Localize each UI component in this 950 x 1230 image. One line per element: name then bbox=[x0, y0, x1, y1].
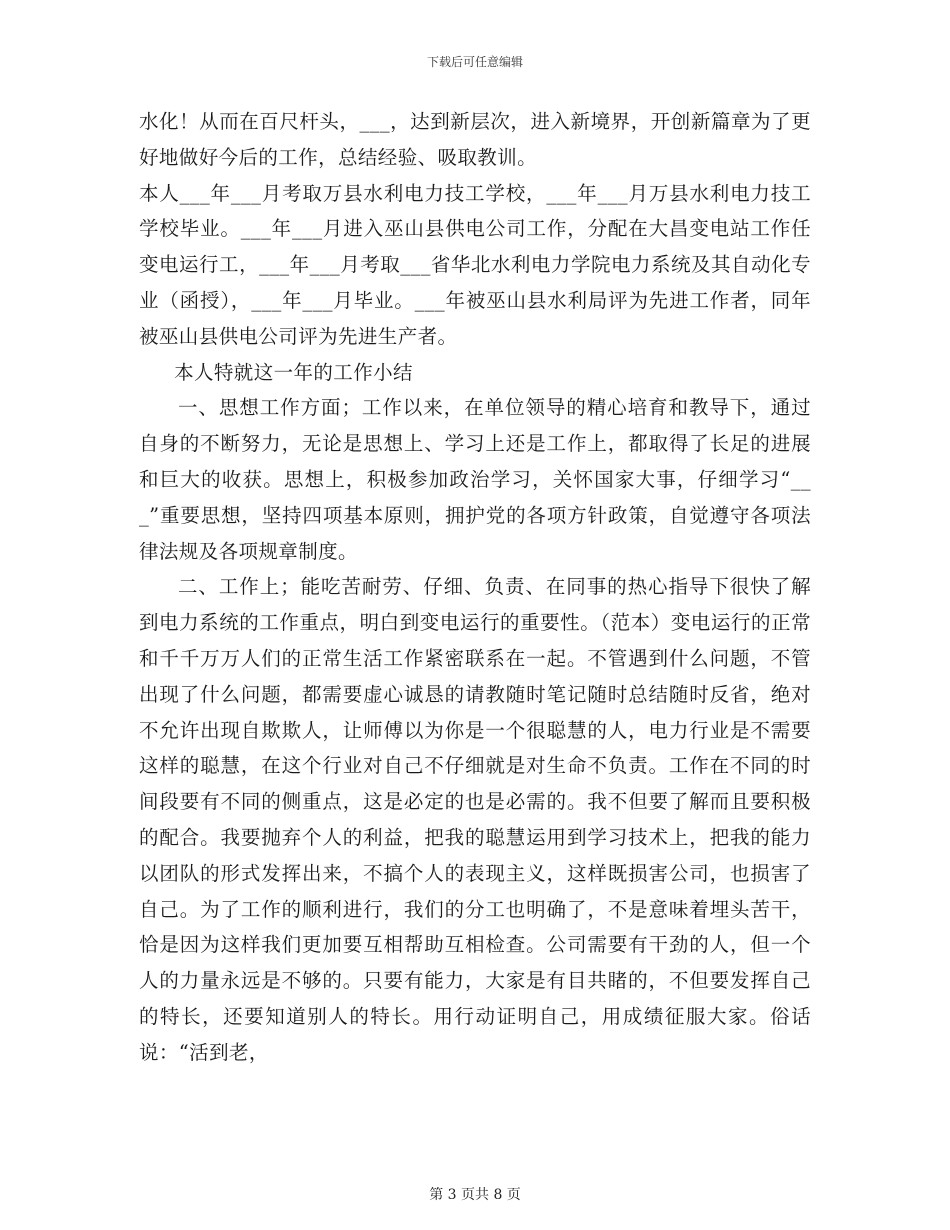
paragraph-1: 水化！从而在百尺杆头，___，达到新层次，进入新境界，开创新篇章为了更好地做好今后的工作，总结经验、吸取教训。 bbox=[139, 110, 811, 169]
section-title: 本人特就这一年的工作小结 bbox=[174, 360, 413, 384]
document-body bbox=[139, 104, 811, 1071]
page-footer: 第 3 页共 8 页 bbox=[429, 1187, 521, 1203]
paragraph-2: 本人___年___月考取万县水利电力技工学校，___年___月万县水利电力技工学校毕业。___年___月进入巫山县供电公司工作，分配在大昌变电站工作任变电运行工，___年___月考取___省华北水利电力学院电力系统及其自动化专业（函授），___年___月毕业。___年被巫山县水利局评为先进工作者，同年被巫山县供电公司评为先进生产者。 bbox=[139, 181, 811, 348]
paragraph-4: 二、工作上；能吃苦耐劳、仔细、负责、在同事的热心指导下很快了解到电力系统的工作重点，明白到变电运行的重要性。（范本）变电运行的正常和千千万万人们的正常生活工作紧密联系在一起。不管遇到什么问题，不管出现了什么问题，都需要虚心诚恳的请教随时笔记随时总结随时反省，绝对不允许出现自欺欺人，让师傅以为你是一个很聪慧的人，电力行业是不需要这样的聪慧，在这个行业对自己不仔细就是对生命不负责。工作在不同的时间段要有不同的侧重点，这是必定的也是必需的。我不但要了解而且要积极的配合。我要抛弃个人的利益，把我的聪慧运用到学习技术上，把我的能力以团队的形式发挥出来，不搞个人的表现主义，这样既损害公司，也损害了自己。为了工作的顺利进行，我们的分工也明确了，不是意味着埋头苦干，恰是因为这样我们更加要互相帮助互相检查。公司需要有干劲的人，但一个人的力量永远是不够的。只要有能力，大家是有目共睹的，不但要发挥自己的特长，还要知道别人的特长。用行动证明自己，用成绩征服大家。俗话说：“活到老， bbox=[139, 575, 811, 1064]
paragraph-3: 一、思想工作方面；工作以来，在单位领导的精心培育和教导下，通过自身的不断努力，无论是思想上、学习上还是工作上，都取得了长足的进展和巨大的收获。思想上，积极参加政治学习，关怀国家大事，仔细学习“___”重要思想，坚持四项基本原则，拥护党的各项方针政策，自觉遵守各项法律法规及各项规章制度。 bbox=[139, 396, 811, 563]
page-header: 下载后可任意编辑 bbox=[426, 55, 523, 69]
